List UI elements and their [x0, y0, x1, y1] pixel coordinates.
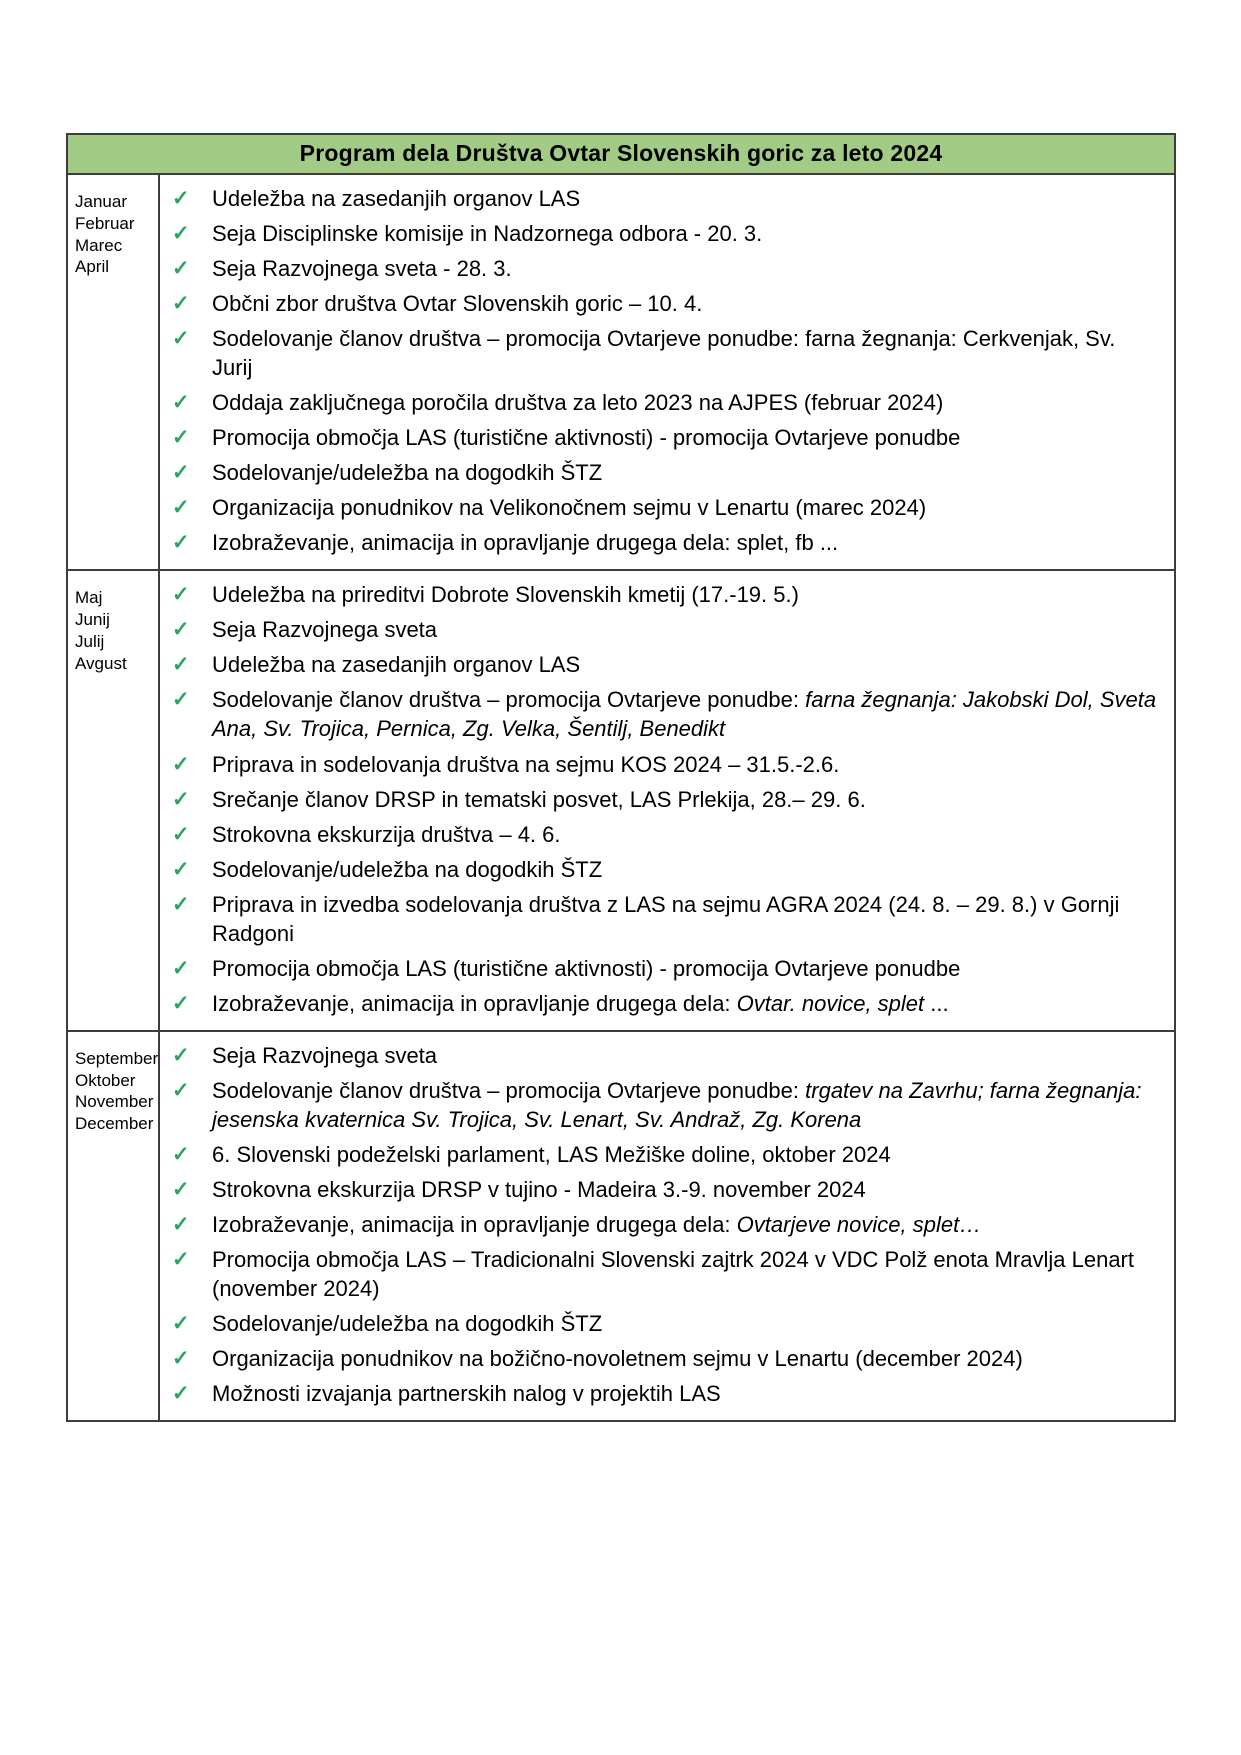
checkmark-icon: ✓	[172, 187, 190, 210]
program-item-text: Sodelovanje/udeležba na dogodkih ŠTZ	[212, 1311, 603, 1336]
checkmark-icon: ✓	[172, 787, 190, 811]
program-item-text: Promocija območja LAS (turistične aktivnosti) - promocija Ovtarjeve ponudbe	[212, 425, 961, 451]
program-item	[172, 890, 1158, 948]
program-item-text: 6. Slovenski podeželski parlament, LAS Mežiške doline, oktober 2024	[212, 1141, 891, 1167]
program-item-text: Strokovna ekskurzija DRSP v tujino - Madeira 3.-9. november 2024	[212, 1176, 866, 1202]
checkmark-icon: ✓	[172, 1078, 190, 1102]
month-label: Marec	[75, 235, 123, 255]
program-item	[172, 750, 1158, 779]
checkmark-icon: ✓	[172, 426, 190, 450]
program-item	[172, 1379, 1158, 1408]
month-label: April	[75, 257, 110, 277]
program-item-text: Izobraževanje, animacija in opravljanje drugega dela: splet, fb ...	[212, 530, 839, 556]
checkmark-icon: ✓	[172, 1212, 190, 1236]
items-cell	[160, 175, 1174, 569]
checkmark-icon: ✓	[172, 1247, 190, 1271]
program-item-text: Udeležba na zasedanjih organov LAS	[212, 652, 581, 678]
checkmark-icon: ✓	[172, 892, 190, 916]
program-item	[172, 254, 1158, 283]
checkmark-icon: ✓	[172, 292, 190, 316]
month-label: Januar	[75, 192, 127, 211]
checkmark-icon: ✓	[172, 653, 190, 677]
program-item	[172, 685, 1158, 743]
program-item	[172, 324, 1158, 382]
checkmark-icon: ✓	[172, 857, 190, 881]
program-item	[172, 580, 1158, 609]
checkmark-icon: ✓	[172, 222, 190, 246]
checkmark-icon: ✓	[172, 618, 190, 642]
section-row	[68, 1030, 1174, 1420]
program-item-text: Udeležba na prireditvi Dobrote Slovenskih kmetij (17.-19. 5.)	[212, 582, 799, 608]
month-cell	[68, 1032, 160, 1420]
program-item-text: Izobraževanje, animacija in opravljanje drugega dela: Ovtarjeve novice, splet…	[212, 1211, 982, 1237]
month-cell	[68, 571, 160, 1029]
month-label: Maj	[75, 588, 103, 608]
month-cell	[68, 175, 160, 569]
program-item-text: Sodelovanje/udeležba na dogodkih ŠTZ	[212, 460, 603, 486]
program-item	[172, 184, 1158, 213]
program-item	[172, 423, 1158, 452]
program-item	[172, 989, 1158, 1018]
month-label: Junij	[75, 610, 110, 630]
program-item-text: Občni zbor društva Ovtar Slovenskih goric – 10. 4.	[212, 291, 703, 317]
checkmark-icon: ✓	[172, 1312, 190, 1335]
month-label: December	[75, 1114, 154, 1133]
program-item	[172, 1245, 1158, 1303]
checkmark-icon: ✓	[172, 688, 190, 712]
program-item	[172, 493, 1158, 522]
section-row	[68, 569, 1174, 1029]
items-cell	[160, 571, 1174, 1029]
program-item	[172, 219, 1158, 248]
program-item-text: Izobraževanje, animacija in opravljanje drugega dela: Ovtar. novice, splet ...	[212, 990, 949, 1016]
checkmark-icon: ✓	[172, 822, 190, 846]
program-item-text: Seja Razvojnega sveta	[212, 617, 438, 643]
program-table	[66, 133, 1176, 1422]
program-item	[172, 1140, 1158, 1169]
program-item-text: Udeležba na zasedanjih organov LAS	[212, 186, 581, 211]
program-item-text: Sodelovanje/udeležba na dogodkih ŠTZ	[212, 856, 603, 882]
items-cell	[160, 1032, 1174, 1420]
month-label: November	[75, 1092, 154, 1112]
checkmark-icon: ✓	[172, 391, 190, 415]
checkmark-icon: ✓	[172, 461, 190, 485]
month-label: Julij	[75, 631, 105, 651]
program-item	[172, 289, 1158, 318]
month-label: Oktober	[75, 1070, 136, 1090]
program-item	[172, 855, 1158, 884]
program-item-text: Strokovna ekskurzija društva – 4. 6.	[212, 821, 561, 847]
checkmark-icon: ✓	[172, 956, 190, 980]
program-item	[172, 1210, 1158, 1239]
program-item-text: Oddaja zaključnega poročila društva za leto 2023 na AJPES (februar 2024)	[212, 390, 944, 416]
program-item	[172, 615, 1158, 644]
program-item	[172, 1344, 1158, 1373]
program-item	[172, 820, 1158, 849]
checkmark-icon: ✓	[172, 752, 190, 776]
program-item	[172, 458, 1158, 487]
checkmark-icon: ✓	[172, 1142, 190, 1166]
checkmark-icon: ✓	[172, 496, 190, 520]
checkmark-icon: ✓	[172, 531, 190, 555]
checkmark-icon: ✓	[172, 583, 190, 607]
checkmark-icon: ✓	[172, 257, 190, 281]
table-title: Program dela Društva Ovtar Slovenskih goric za leto 2024	[68, 135, 1174, 173]
program-item	[172, 388, 1158, 417]
program-item-text: Sodelovanje članov društva – promocija Ovtarjeve ponudbe: trgatev na Zavrhu; farna žegnanja: jesenska kvaternica Sv. Trojica, Sv. Lenart, Sv. Andraž, Zg. Korena	[212, 1077, 1142, 1132]
program-item	[172, 954, 1158, 983]
program-item-text: Možnosti izvajanja partnerskih nalog v projektih LAS	[212, 1381, 721, 1407]
checkmark-icon: ✓	[172, 1347, 190, 1371]
program-item-text: Seja Disciplinske komisije in Nadzornega odbora - 20. 3.	[212, 221, 763, 247]
program-item	[172, 1041, 1158, 1070]
checkmark-icon: ✓	[172, 327, 190, 351]
month-label: September	[75, 1048, 159, 1068]
checkmark-icon: ✓	[172, 1043, 190, 1067]
program-item	[172, 1175, 1158, 1204]
program-item-text: Organizacija ponudnikov na Velikonočnem sejmu v Lenartu (marec 2024)	[212, 495, 927, 521]
program-item-text: Sodelovanje članov društva – promocija Ovtarjeve ponudbe: farna žegnanja: Cerkvenjak, Sv. Jurij	[212, 326, 1116, 381]
checkmark-icon: ✓	[172, 991, 190, 1015]
checkmark-icon: ✓	[172, 1177, 190, 1201]
program-item-text: Sodelovanje članov društva – promocija Ovtarjeve ponudbe: farna žegnanja: Jakobski Dol, Sveta Ana, Sv. Trojica, Pernica, Zg. Velka, Šentilj, Benedikt	[212, 687, 1157, 742]
month-label: Avgust	[75, 653, 127, 673]
section-row	[68, 173, 1174, 569]
checkmark-icon: ✓	[172, 1382, 190, 1406]
program-item	[172, 785, 1158, 814]
program-item-text: Priprava in izvedba sodelovanja društva z LAS na sejmu AGRA 2024 (24. 8. – 29. 8.) v Gornji Radgoni	[212, 891, 1120, 946]
program-item-text: Seja Razvojnega sveta	[212, 1042, 438, 1068]
program-item-text: Promocija območja LAS (turistične aktivnosti) - promocija Ovtarjeve ponudbe	[212, 955, 961, 981]
program-item-text: Srečanje članov DRSP in tematski posvet, LAS Prlekija, 28.– 29. 6.	[212, 786, 866, 812]
program-item-text: Organizacija ponudnikov na božično-novoletnem sejmu v Lenartu (december 2024)	[212, 1346, 1023, 1372]
sections	[68, 173, 1174, 1420]
program-item-text: Promocija območja LAS – Tradicionalni Slovenski zajtrk 2024 v VDC Polž enota Mravlja Lenart (november 2024)	[212, 1246, 1134, 1301]
program-item-text: Seja Razvojnega sveta - 28. 3.	[212, 256, 512, 282]
program-item-text: Priprava in sodelovanja društva na sejmu KOS 2024 – 31.5.-2.6.	[212, 751, 840, 777]
program-item	[172, 528, 1158, 557]
month-label: Februar	[75, 213, 135, 233]
program-item	[172, 650, 1158, 679]
program-item	[172, 1309, 1158, 1338]
program-item	[172, 1076, 1158, 1134]
